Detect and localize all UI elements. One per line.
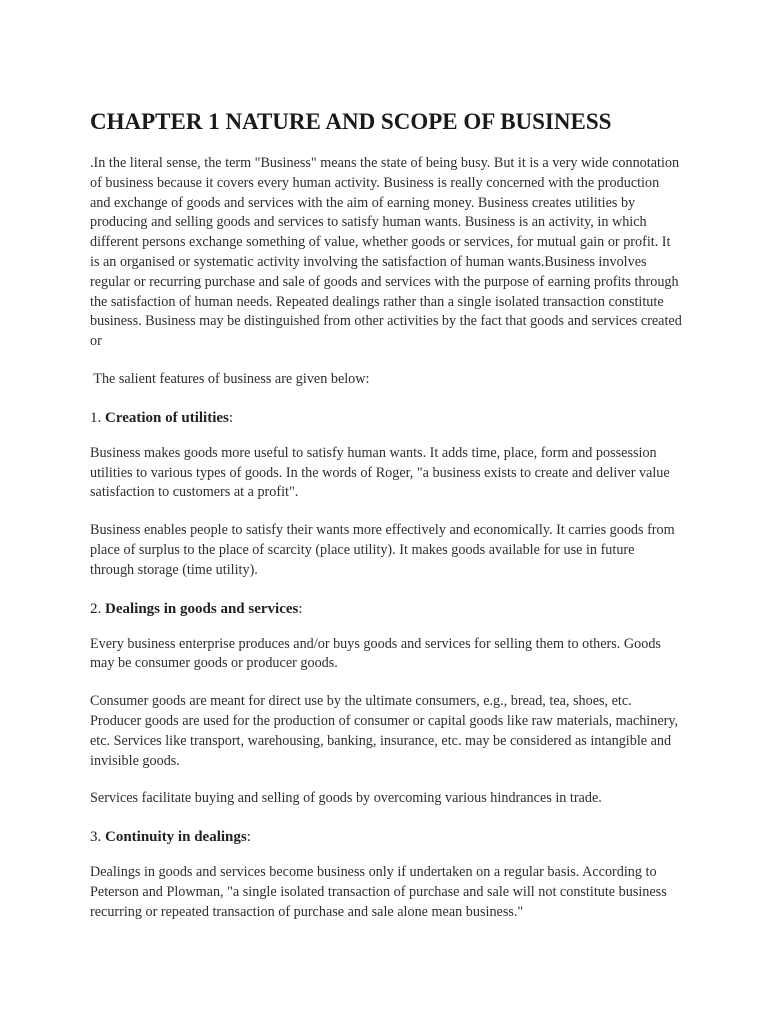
section-number: 3. bbox=[90, 829, 105, 846]
section-number: 1. bbox=[90, 409, 105, 426]
section-suffix: : bbox=[298, 600, 303, 617]
section-3-paragraph-1: Dealings in goods and services become business only if undertaken on a regular basis. According to Peterson and Plowman, "a single isolated transaction of purchase and sale will not constitute business recurring or repeated transaction of purchase and sale alone mean business." bbox=[90, 864, 667, 920]
section-title: Continuity in dealings bbox=[105, 829, 247, 846]
section-suffix: : bbox=[246, 829, 251, 846]
section-suffix: : bbox=[228, 409, 234, 426]
section-heading-1 bbox=[90, 408, 682, 428]
section-1-paragraph-2: Business enables people to satisfy their wants more effectively and economically. It carries goods from place of surplus to the place of scarcity (place utility). It makes goods available for use in future through storage (time utility). bbox=[90, 522, 675, 578]
section-2-paragraph-1: Every business enterprise produces and/or buys goods and services for selling them to others. Goods may be consumer goods or producer goods. bbox=[90, 635, 661, 672]
section-title: Creation of utilities bbox=[105, 409, 229, 426]
section-2-paragraph-3: Services facilitate buying and selling of goods by overcoming various hindrances in trade. bbox=[90, 790, 602, 807]
section-title: Dealings in goods and services bbox=[105, 600, 299, 617]
section-heading-2 bbox=[90, 599, 682, 619]
document-page bbox=[90, 108, 682, 941]
section-heading-3 bbox=[90, 827, 682, 847]
section-number: 2. bbox=[90, 600, 105, 617]
section-2-paragraph-2: Consumer goods are meant for direct use by the ultimate consumers, e.g., bread, tea, shoes, etc. Producer goods are used for the production of consumer or capital goods like raw materials, machinery, etc. Services like transport, warehousing, banking, insurance, etc. may be considered as intangible and invisible goods. bbox=[90, 693, 679, 769]
features-intro: The salient features of business are given below: bbox=[90, 370, 370, 387]
chapter-title: CHAPTER 1 NATURE AND SCOPE OF BUSINESS bbox=[90, 109, 612, 134]
intro-paragraph: .In the literal sense, the term "Business" means the state of being busy. But it is a very wide connotation of business because it covers every human activity. Business is really concerned with the production and exchange of goods and services with the aim of earning money. Business creates utilities by producing and selling goods and services to satisfy human wants. Business is an activity, in which different persons exchange something of value, whether goods or services, for mutual gain or profit. It is an organised or systematic activity involving the satisfaction of human wants.Business involves regular or recurring purchase and sale of goods and services with the purpose of earning profits through the satisfaction of human needs. Repeated dealings rather than a single isolated transaction constitute business. Business may be distinguished from other activities by the fact that goods and services created or bbox=[90, 155, 682, 350]
section-1-paragraph-1: Business makes goods more useful to satisfy human wants. It adds time, place, form and possession utilities to various types of goods. In the words of Roger, "a business exists to create and deliver value satisfaction to customers at a profit". bbox=[90, 444, 670, 501]
